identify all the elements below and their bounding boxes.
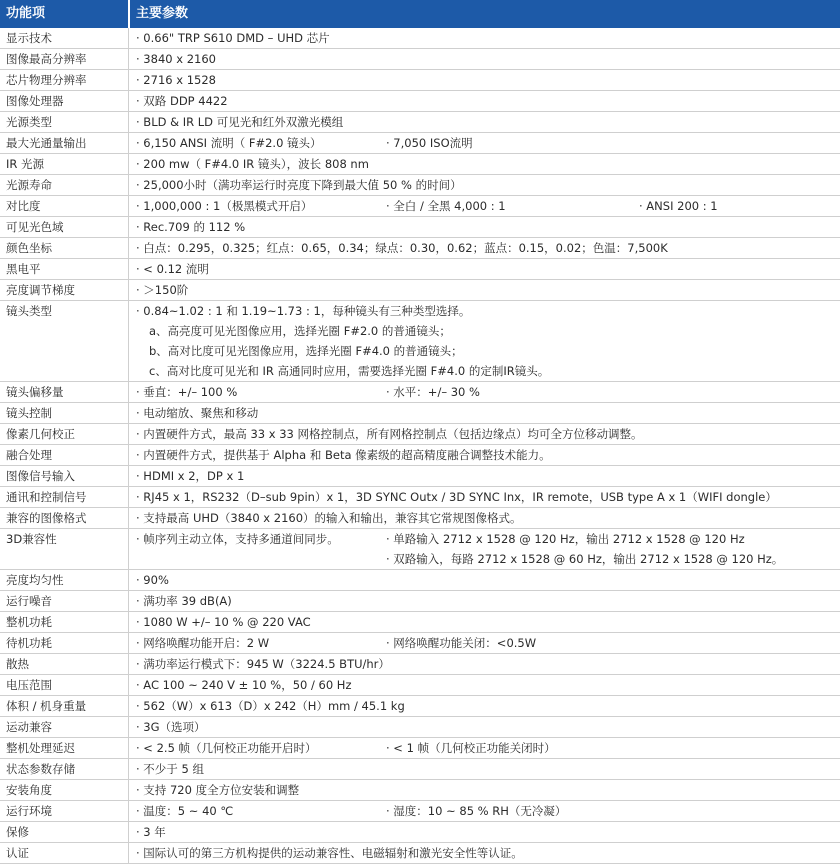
row-value [128,738,840,758]
row-value [128,301,840,381]
row-label: 镜头类型 [6,304,52,318]
value-item: · 25,000小时（满功率运行时亮度下降到最大值 50 % 的时间） [136,178,462,192]
row-label: 芯片物理分辨率 [6,73,87,87]
value-item: · 水平：+/– 30 % [386,385,480,399]
value-item: a、高亮度可见光图像应用，选择光圈 F#2.0 的普通镜头； [149,324,451,338]
value-line [129,175,840,195]
value-item: · < 1 帧（几何校正功能关闭时） [386,741,556,755]
row-label: 图像最高分辨率 [6,52,87,66]
value-line [129,466,840,486]
table-row [0,780,840,801]
table-row [0,28,840,49]
row-label: 运动兼容 [6,720,52,734]
row-value [128,424,840,444]
value-line [129,112,840,132]
value-item: · 双路 DDP 4422 [136,94,228,108]
value-item: · 支持最高 UHD（3840 x 2160）的输入和输出，兼容其它常规图像格式。 [136,511,522,525]
table-row [0,217,840,238]
value-line [129,382,840,402]
value-item: · 温度：5 ~ 40 ℃ [136,804,234,818]
value-item: · 电动缩放、聚焦和移动 [136,406,259,420]
row-label: 颜色坐标 [6,241,52,255]
value-line [129,612,840,632]
value-line [129,154,840,174]
value-item: · 内置硬件方式，提供基于 Alpha 和 Beta 像素级的超高精度融合调整技术能力。 [136,448,551,462]
value-item: · 2716 x 1528 [136,73,216,87]
row-label: 兼容的图像格式 [6,511,87,525]
value-item: · 不少于 5 组 [136,762,204,776]
value-line [129,341,840,361]
value-item: · < 2.5 帧（几何校正功能开启时） [136,741,317,755]
value-line [129,738,840,758]
row-label: 整机处理延迟 [6,741,75,755]
value-line [129,508,840,528]
row-label: IR 光源 [6,157,45,171]
table-row [0,445,840,466]
table-row [0,133,840,154]
row-value [128,487,840,507]
value-line [129,843,840,863]
value-line [129,28,840,48]
value-item: · 7,050 ISO流明 [386,136,473,150]
table-row [0,49,840,70]
table-row [0,154,840,175]
row-value [128,154,840,174]
value-item: · 3840 x 2160 [136,52,216,66]
row-value [128,112,840,132]
row-label: 光源类型 [6,115,52,129]
value-item: · 网络唤醒功能关闭：<0.5W [386,636,537,650]
row-value [128,403,840,423]
table-row [0,238,840,259]
row-label: 通讯和控制信号 [6,490,87,504]
value-line [129,259,840,279]
row-label: 亮度调节梯度 [6,283,75,297]
row-label: 黑电平 [6,262,41,276]
row-label: 状态参数存储 [6,762,75,776]
row-value [128,801,840,821]
table-row [0,612,840,633]
table-row [0,112,840,133]
value-item: c、高对比度可见光和 IR 高通同时应用，需要选择光圈 F#4.0 的定制IR镜头。 [149,364,550,378]
row-value [128,382,840,402]
value-line [129,633,840,653]
value-item: b、高对比度可见光图像应用，选择光圈 F#4.0 的普通镜头； [149,344,463,358]
value-item: · 内置硬件方式，最高 33 x 33 网格控制点，所有网格控制点（包括边缘点）均可全方位移动调整。 [136,427,643,441]
row-value [128,70,840,90]
value-item: · 湿度：10 ~ 85 % RH（无冷凝） [386,804,567,818]
table-row [0,717,840,738]
table-row [0,91,840,112]
row-value [128,91,840,111]
value-item: · 支持 720 度全方位安装和调整 [136,783,300,797]
row-label: 图像信号输入 [6,469,75,483]
value-item: · 90% [136,573,169,587]
row-label: 整机功耗 [6,615,52,629]
row-label: 安装角度 [6,783,52,797]
row-label: 像素几何校正 [6,427,75,441]
value-item: · 单路输入 2712 x 1528 @ 120 Hz，输出 2712 x 1528 @ 120 Hz [386,532,745,546]
value-line [129,49,840,69]
row-value [128,612,840,632]
value-line [129,759,840,779]
row-value [128,529,840,569]
table-row [0,738,840,759]
value-item: · 1,000,000 : 1（极黑模式开启） [136,199,313,213]
row-value [128,175,840,195]
row-value [128,633,840,653]
value-line [129,487,840,507]
table-body [0,28,840,864]
table-row [0,466,840,487]
table-row [0,801,840,822]
table-header [0,0,840,28]
value-line [129,529,840,549]
table-row [0,633,840,654]
value-item: · 双路输入，每路 2712 x 1528 @ 60 Hz，输出 2712 x 1528 @ 120 Hz。 [386,552,784,566]
row-value [128,238,840,258]
row-label: 3D兼容性 [6,532,57,546]
row-label: 对比度 [6,199,41,213]
value-line [129,196,840,216]
row-label: 认证 [6,846,29,860]
row-value [128,822,840,842]
row-value [128,217,840,237]
value-line [129,445,840,465]
value-line [129,591,840,611]
row-value [128,280,840,300]
value-line [129,696,840,716]
row-value [128,49,840,69]
value-item: · 白点：0.295，0.325；红点：0.65，0.34；绿点：0.30，0.62；蓝点：0.15，0.02；色温：7,500K [136,241,668,255]
row-label: 可见光色域 [6,220,64,234]
value-line [129,675,840,695]
table-row [0,843,840,864]
value-item: · 3 年 [136,825,166,839]
value-item: · < 0.12 流明 [136,262,209,276]
row-label: 镜头控制 [6,406,52,420]
table-row [0,529,840,570]
value-line [129,801,840,821]
value-item: · 200 mw（ F#4.0 IR 镜头），波长 808 nm [136,157,369,171]
table-row [0,822,840,843]
table-row [0,175,840,196]
table-row [0,196,840,217]
table-row [0,591,840,612]
value-item: · AC 100 ~ 240 V ± 10 %，50 / 60 Hz [136,678,352,692]
value-item: · 0.66" TRP S610 DMD – UHD 芯片 [136,31,330,45]
row-label: 显示技术 [6,31,52,45]
value-item: · 国际认可的第三方机构提供的运动兼容性、电磁辐射和激光安全性等认证。 [136,846,523,860]
value-line [129,280,840,300]
row-value [128,445,840,465]
table-row [0,508,840,529]
row-value [128,717,840,737]
row-label: 散热 [6,657,29,671]
table-row [0,424,840,445]
value-item: · 6,150 ANSI 流明（ F#2.0 镜头） [136,136,322,150]
header-feature: 功能项 [0,0,128,28]
row-value [128,843,840,863]
table-row [0,759,840,780]
value-line [129,822,840,842]
value-item: · 3G（选项） [136,720,206,734]
row-label: 亮度均匀性 [6,573,64,587]
value-item: · 全白 / 全黑 4,000 : 1 [386,199,506,213]
row-label: 最大光通量输出 [6,136,87,150]
value-item: · 1080 W +/– 10 % @ 220 VAC [136,615,311,629]
value-line [129,549,840,569]
value-item: · 562（W）x 613（D）x 242（H）mm / 45.1 kg [136,699,405,713]
table-row [0,403,840,424]
table-row [0,654,840,675]
value-item: · RJ45 x 1，RS232（D–sub 9pin）x 1，3D SYNC Outx / 3D SYNC Inx，IR remote，USB type A x 1（WIFI dongle） [136,490,777,504]
table-row [0,301,840,382]
value-line [129,654,840,674]
value-line [129,424,840,444]
row-value [128,654,840,674]
value-item: · 帧序列主动立体，支持多通道间同步。 [136,532,339,546]
value-item: · 0.84~1.02 : 1 和 1.19~1.73 : 1，每种镜头有三种类型选择。 [136,304,471,318]
table-row [0,382,840,403]
value-item: · Rec.709 的 112 % [136,220,246,234]
row-label: 运行环境 [6,804,52,818]
value-line [129,570,840,590]
value-line [129,321,840,341]
value-line [129,780,840,800]
row-value [128,696,840,716]
row-value [128,466,840,486]
value-item: · HDMI x 2，DP x 1 [136,469,245,483]
value-item: · ANSI 200 : 1 [639,199,718,213]
value-item: · ＞150阶 [136,283,189,297]
value-line [129,403,840,423]
value-line [129,301,840,321]
row-label: 运行噪音 [6,594,52,608]
table-row [0,675,840,696]
value-line [129,70,840,90]
value-line [129,361,840,381]
row-label: 电压范围 [6,678,52,692]
row-label: 图像处理器 [6,94,64,108]
value-line [129,717,840,737]
table-row [0,280,840,301]
row-label: 体积 / 机身重量 [6,699,87,713]
row-value [128,133,840,153]
table-row [0,259,840,280]
row-value [128,28,840,48]
row-value [128,780,840,800]
value-item: · BLD & IR LD 可见光和红外双激光模组 [136,115,344,129]
row-label: 融合处理 [6,448,52,462]
value-item: · 网络唤醒功能开启：2 W [136,636,270,650]
value-line [129,91,840,111]
table-row [0,70,840,91]
row-value [128,259,840,279]
row-label: 待机功耗 [6,636,52,650]
value-line [129,217,840,237]
value-item: · 垂直：+/– 100 % [136,385,238,399]
value-item: · 满功率 39 dB(A) [136,594,232,608]
row-label: 保修 [6,825,29,839]
row-value [128,675,840,695]
row-value [128,196,840,216]
header-params: 主要参数 [128,0,840,28]
value-line [129,133,840,153]
row-value [128,759,840,779]
table-row [0,487,840,508]
value-item: · 满功率运行模式下：945 W（3224.5 BTU/hr） [136,657,390,671]
row-label: 光源寿命 [6,178,52,192]
table-row [0,696,840,717]
row-label: 镜头偏移量 [6,385,64,399]
row-value [128,508,840,528]
row-value [128,570,840,590]
row-value [128,591,840,611]
value-line [129,238,840,258]
table-row [0,570,840,591]
